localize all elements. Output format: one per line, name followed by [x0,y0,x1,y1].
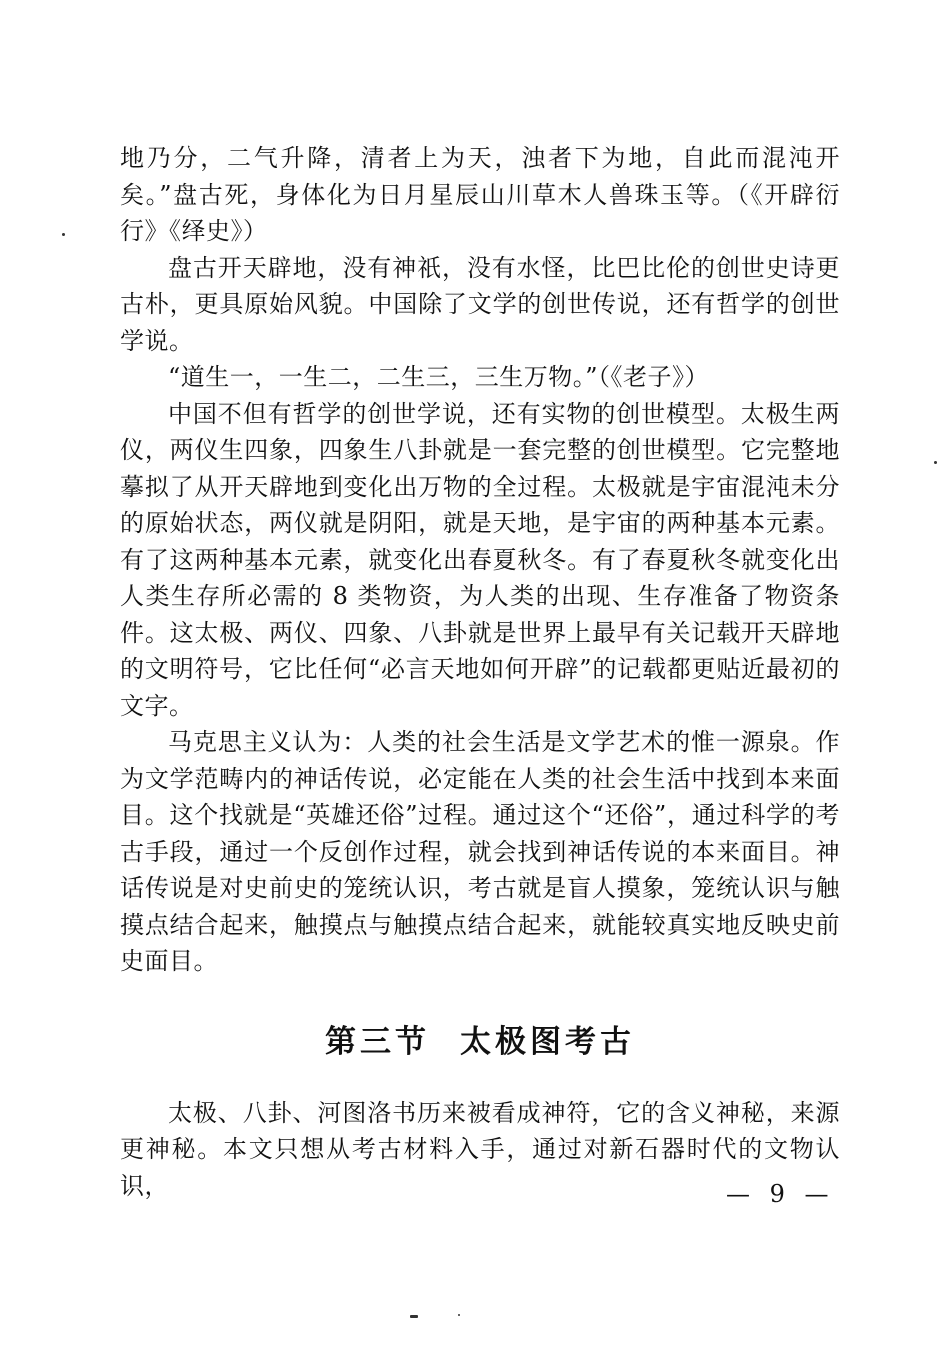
page-body [120,140,840,1204]
page-number: — 9 — [726,1180,835,1208]
paragraph-5: 马克思主义认为：人类的社会生活是文学艺术的惟一源泉。作为文学范畴内的神话传说，必定能在人类的社会生活中找到本来面目。这个找就是“英雄还俗”过程。通过这个“还俗”，通过科学的考古手段，通过一个反创作过程，就会找到神话传说的本来面目。神话传说是对史前史的笼统认识，考古就是盲人摸象，笼统认识与触摸点结合起来，触摸点与触摸点结合起来，就能较真实地反映史前史面目。 [120,728,840,975]
paragraph-6: 太极、八卦、河图洛书历来被看成神符，它的含义神秘，来源更神秘。本文只想从考古材料入手，通过对新石器时代的文物认识， [120,1098,840,1200]
paragraph-1: 地乃分，二气升降，清者上为天，浊者下为地，自此而混沌开矣。”盘古死，身体化为日月星辰山川草木人兽珠玉等。（《开辟衍行》《绎史》） [120,144,840,245]
scan-speck [458,1314,460,1316]
paragraph-3-quote: “道生一，一生二，二生三，三生万物。”（《老子》） [168,363,710,391]
scan-speck [410,1315,418,1318]
paragraph-4: 中国不但有哲学的创世学说，还有实物的创世模型。太极生两仪，两仪生四象，四象生八卦就是一套完整的创世模型。它完整地摹拟了从开天辟地到变化出万物的全过程。太极就是宇宙混沌未分的原始状态，两仪就是阴阳，就是天地，是宇宙的两种基本元素。有了这两种基本元素，就变化出春夏秋冬。有了春夏秋冬就变化出人类生存所必需的 8 类物资，为人类的出现、生存准备了物资条件。这太极、两仪、四象、八卦就是世界上最早有关记载开天辟地的文明符号，它比任何“必言天地如何开辟”的记载都更贴近最初的文字。 [120,399,840,720]
scan-speck [62,233,65,236]
scan-speck [934,461,937,464]
paragraph-2: 盘古开天辟地，没有神祇，没有水怪，比巴比伦的创世史诗更古朴，更具原始风貌。中国除了文学的创世传说，还有哲学的创世学说。 [120,253,840,355]
section-title: 太极图考古 [460,1023,635,1060]
section-heading [120,1016,840,1061]
section-number: 第三节 [325,1023,430,1060]
